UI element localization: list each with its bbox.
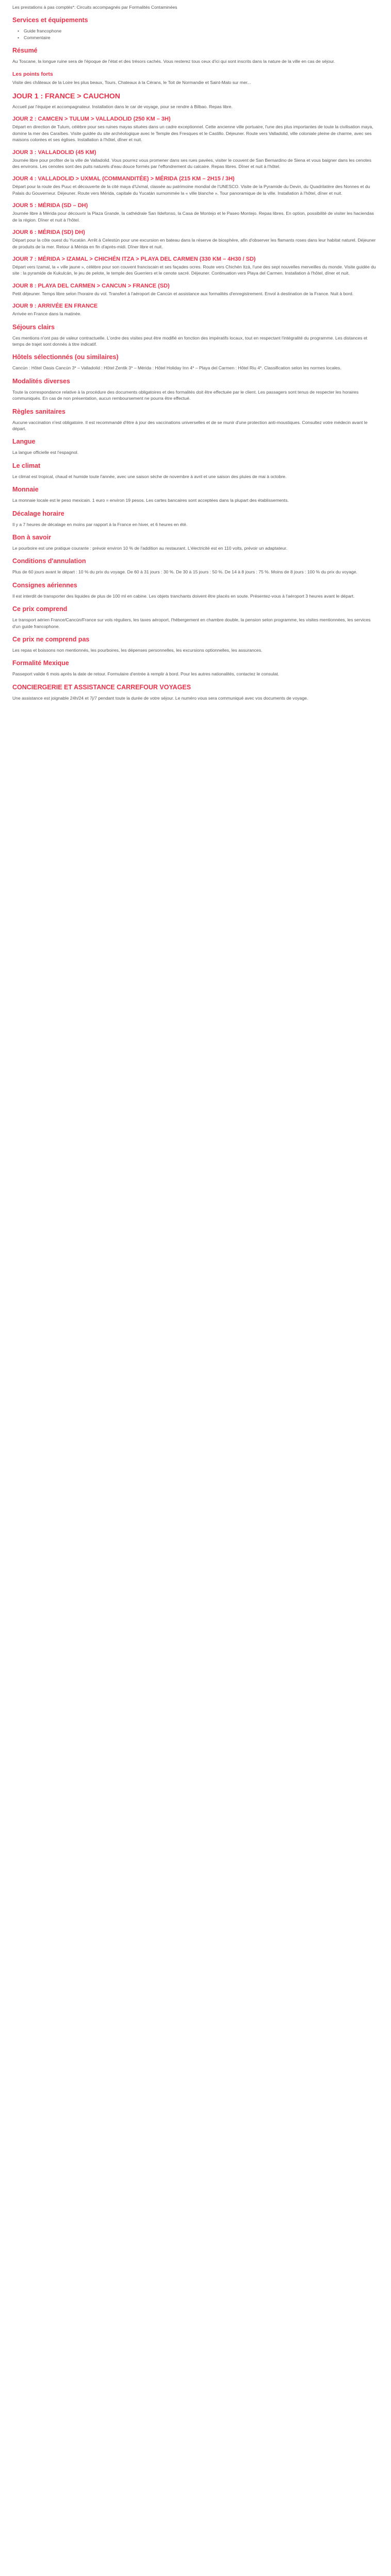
depart-title: JOUR 1 : FRANCE > CAUCHON bbox=[12, 92, 120, 100]
section-text: Il est interdit de transporter des liquides de plus de 100 ml en cabine. Les objets tranchants doivent être placés en soute. Présentez-vous à l'aéroport 3 heures avant le départ. bbox=[12, 593, 355, 599]
resume-title: Résumé bbox=[12, 47, 38, 55]
section-text: Le transport aérien France/Cancún/France sur vols réguliers, les taxes aéroport, l'hébergement en chambre double, la pension selon programme, les visites mentionnées, les services d'un guide francophone. bbox=[12, 617, 371, 629]
section-title: Langue bbox=[12, 438, 36, 446]
section-text: Aucune vaccination n'est obligatoire. Il est recommandé d'être à jour des vaccinations universelles et de se munir d'une protection anti-moustiques. Consultez votre médecin avant le départ. bbox=[12, 419, 368, 431]
section-text: Cancún : Hôtel Oasis Cancún 3* – Valladolid : Hôtel Zentik 3* – Mérida : Hôtel Holiday Inn 4* – Playa del Carmen : Hôtel Riu 4*. Classification selon les normes locales. bbox=[12, 365, 341, 371]
section-title: Le climat bbox=[12, 462, 41, 469]
section-title: Décalage horaire bbox=[12, 510, 64, 517]
points-text: Visite des châteaux de la Loire les plus beaux, Tours, Chateaux à la Cérans, le Toit de Normandie et Saint-Malo sur mer... bbox=[12, 79, 251, 85]
section-title: Ce prix comprend bbox=[12, 605, 68, 613]
section-title: Formalité Mexique bbox=[12, 659, 69, 667]
section-title: Ce prix ne comprend pas bbox=[12, 636, 90, 643]
services-title: Services et équipements bbox=[12, 16, 88, 24]
resume-text: Au Toscane, la longue ruine sera de l'époque de l'état et des trésors cachés. Vous resterez tous ceux d'ici qui sont inscrits dans la nature de la ville en cas de séjour. bbox=[12, 59, 335, 64]
section-text: Toute la correspondance relative à la procédure des documents obligatoires et des formalités doit être effectuée par le client. Les passagers sont tenus de respecter les horaires communiqués. En cas de non présentation, aucun remboursement ne pourra être effectué. bbox=[12, 389, 359, 401]
intro-text: Les prestations à pas comptés*: Circuits accompagnés par Formalités Contaminées bbox=[12, 5, 177, 10]
day-title: JOUR 8 : PLAYA DEL CARMEN > CANCUN > FRANCE (SD) bbox=[12, 282, 170, 289]
day-text: Arrivée en France dans la matinée. bbox=[12, 311, 82, 317]
day-text: Journée libre à Mérida pour découvrir la Plaza Grande, la cathédrale San Ildefonso, la Casa de Montejo et le Paseo Montejo. Repas libres. En option, possibilité de visiter les haciendas de la région. Dîner et nuit à l'hôtel. bbox=[12, 211, 374, 223]
section-text: Passeport valide 6 mois après la date de retour. Formulaire d'entrée à remplir à bord. Pour les autres nationalités, contactez le consulat. bbox=[12, 671, 280, 677]
depart-text: Accueil par l'équipe et accompagnateur. Installation dans le car de voyage, pour se rendre à Bilbao. Repas libre. bbox=[12, 104, 233, 110]
day-title: JOUR 3 : VALLADOLID (45 KM) bbox=[12, 149, 96, 156]
day-title: JOUR 5 : MÉRIDA (SD – DH) bbox=[12, 202, 88, 209]
section-title: CONCIERGERIE ET ASSISTANCE CARREFOUR VOYAGES bbox=[12, 683, 191, 691]
section-text: Ces mentions n'ont pas de valeur contractuelle. L'ordre des visites peut être modifié en fonction des impératifs locaux, tout en respectant l'intégralité du programme. Les distances et temps de trajet sont donnés à titre indicatif. bbox=[12, 335, 368, 347]
section-title: Hôtels sélectionnés (ou similaires) bbox=[12, 353, 119, 361]
day-title: JOUR 7 : MÉRIDA > IZAMAL > CHICHÉN ITZA > PLAYA DEL CARMEN (330 KM – 4H30 / SD) bbox=[12, 256, 256, 262]
day-title: JOUR 9 : ARRIVÉE EN FRANCE bbox=[12, 303, 98, 310]
services-item: • Commentaire bbox=[18, 35, 51, 40]
day-text: Départ vers Izamal, la « ville jaune », célèbre pour son couvent franciscain et ses façades ocres. Route vers Chichén Itzá, l'une des sept nouvelles merveilles du monde. Visite guidée du site : la pyramide de Kukulcán, le jeu de pelote, le temple des Guerriers et le cenote sacré. Déjeuner. Continuation vers Playa del Carmen. Installation à l'hôtel, dîner et nuit. bbox=[12, 264, 376, 276]
section-text: Une assistance est joignable 24h/24 et 7j/7 pendant toute la durée de votre séjour. Le numéro vous sera communiqué avec vos documents de voyage. bbox=[12, 695, 308, 701]
section-title: Modalités diverses bbox=[12, 377, 70, 385]
points-title: Les points forts bbox=[12, 71, 53, 77]
section-title: Consignes aériennes bbox=[12, 581, 77, 589]
day-text: Départ pour la côte ouest du Yucatán. Arrêt à Celestún pour une excursion en bateau dans la réserve de biosphère, afin d'observer les flamants roses dans leur habitat naturel. Déjeuner de produits de la mer. Retour à Mérida en fin d'après-midi. Dîner libre et nuit. bbox=[12, 238, 376, 249]
section-title: Bon à savoir bbox=[12, 534, 52, 541]
section-text: Il y a 7 heures de décalage en moins par rapport à la France en hiver, et 6 heures en été. bbox=[12, 521, 188, 527]
trip-document bbox=[0, 0, 391, 711]
section-text: La langue officielle est l'espagnol. bbox=[12, 450, 79, 455]
section-title: Séjours clairs bbox=[12, 323, 55, 331]
services-item: • Guide francophone bbox=[18, 28, 62, 34]
day-title: JOUR 2 : CAMCEN > TULUM > VALLADOLID (250 KM – 3H) bbox=[12, 116, 171, 123]
days-list bbox=[12, 116, 379, 317]
day-text: Départ pour la route des Puuc et découverte de la cité maya d'Uxmal, classée au patrimoine mondial de l'UNESCO. Visite de la Pyramide du Devin, du Quadrilatère des Nonnes et du Palais du Gouverneur. Déjeuner. Route vers Mérida, capitale du Yucatán surnommée la « ville blanche ». Tour panoramique de la ville. Installation à l'hôtel, dîner et nuit. bbox=[12, 184, 370, 196]
section-title: Conditions d'annulation bbox=[12, 557, 86, 565]
section-text: Les repas et boissons non mentionnés, les pourboires, les dépenses personnelles, les excursions optionnelles, les assurances. bbox=[12, 648, 263, 653]
section-text: La monnaie locale est le peso mexicain. 1 euro = environ 19 pesos. Les cartes bancaires sont acceptées dans la plupart des établissements. bbox=[12, 498, 289, 503]
section-text: Le climat est tropical, chaud et humide toute l'année, avec une saison sèche de novembre à avril et une saison des pluies de mai à octobre. bbox=[12, 473, 287, 479]
section-title: Monnaie bbox=[12, 486, 39, 494]
section-text: Plus de 60 jours avant le départ : 10 % du prix du voyage. De 60 à 31 jours : 30 %. De 30 à 15 jours : 50 %. De 14 à 8 jours : 75 %. Moins de 8 jours : 100 % du prix du voyage. bbox=[12, 569, 357, 575]
services-list bbox=[12, 28, 379, 41]
day-title: JOUR 4 : VALLADOLID > UXMAL (COMMANDITÉE) > MÉRIDA (215 KM – 2H15 / 3H) bbox=[12, 176, 235, 182]
day-text: Journée libre pour profiter de la ville de Valladolid. Vous pourrez vous promener dans ses rues pavées, visiter le couvent de San Bernardino de Siena et vous baigner dans les cenotes des environs. Les cenotes sont des puits naturels d'eau douce formés par l'effondrement du calcaire. Repas libres. Dîner et nuit à l'hôtel. bbox=[12, 157, 371, 170]
day-title: JOUR 6 : MÉRIDA (SD) DH) bbox=[12, 229, 85, 236]
section-title: Règles sanitaires bbox=[12, 408, 66, 415]
section-text: Le pourboire est une pratique courante : prévoir environ 10 % de l'addition au restaurant. L'électricité est en 110 volts, prévoir un adaptateur. bbox=[12, 546, 287, 551]
day-text: Départ en direction de Tulum, célèbre pour ses ruines mayas situées dans un cadre exceptionnel. Cette ancienne ville portuaire, l'une des plus importantes de toute la civilisation maya, domine la mer des Caraïbes. Visite guidée du site archéologique avec le Temple des Fresques et le Castillo. Déjeuner. Route vers Valladolid, ville coloniale pleine de charme, avec ses maisons colorées et ses églises. Installation à l'hôtel, dîner et nuit. bbox=[12, 124, 373, 143]
info-sections bbox=[12, 324, 379, 702]
day-text: Petit déjeuner. Temps libre selon l'horaire du vol. Transfert à l'aéroport de Cancún et assistance aux formalités d'enregistrement. Envol à destination de la France. Nuit à bord. bbox=[12, 291, 354, 296]
